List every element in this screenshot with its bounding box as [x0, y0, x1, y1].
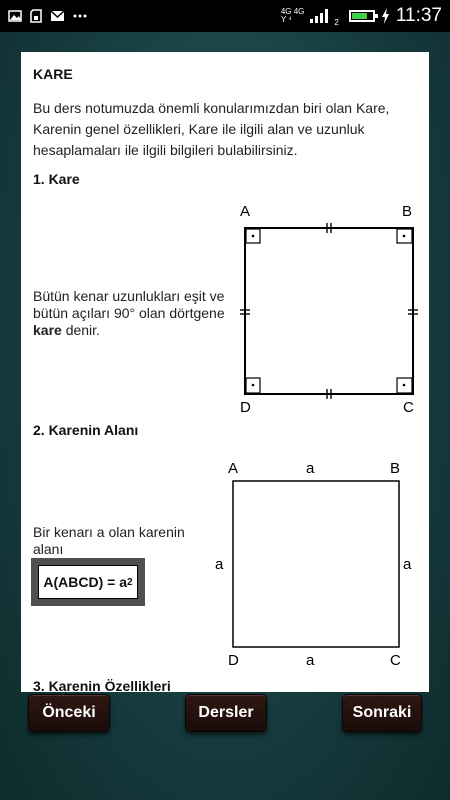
lesson-intro: Bu ders notumuzda önemli konularımızdan biri olan Kare, Karenin genel özellikleri, Kare ile ilgili alan ve uzunluk hesaplamaları ile ilgili bilgileri bulabilirsiniz. [33, 100, 390, 158]
signal-icon [310, 9, 328, 23]
network-type-label: 4G 4G [280, 7, 305, 16]
vertex-label-a: A [240, 203, 251, 220]
area-vertex-c: C [390, 652, 401, 669]
area-description: Bir kenarı a olan karenin alanı [33, 524, 185, 557]
side-label-left: a [215, 556, 224, 573]
notification-icons [8, 9, 87, 23]
lesson-content[interactable] [21, 52, 429, 692]
square-definition [33, 288, 243, 339]
next-button[interactable]: Sonraki [342, 694, 422, 732]
navigation-bar [0, 692, 450, 742]
section-heading-properties: 3. Karenin Özellikleri [33, 678, 171, 692]
network-subtype-label: Y ⁴ [280, 15, 292, 24]
definition-end: denir. [61, 322, 100, 338]
vertex-label-b: B [402, 203, 413, 220]
vertex-label-c: C [403, 399, 414, 416]
lesson-title: KARE [33, 66, 73, 82]
previous-button[interactable]: Önceki [28, 694, 110, 732]
side-label-bottom: a [306, 652, 315, 669]
sd-card-icon [30, 9, 42, 23]
definition-term: kare [33, 322, 62, 338]
area-figure [211, 456, 416, 676]
mail-icon [50, 10, 65, 22]
status-bar [0, 0, 450, 32]
area-vertex-b: B [390, 460, 401, 477]
battery-level-fill [352, 13, 367, 19]
image-icon [8, 10, 22, 22]
section-heading-area: 2. Karenin Alanı [33, 422, 139, 438]
definition-text: Bütün kenar uzunlukları eşit ve bütün açıları 90° olan dörtgene [33, 288, 225, 321]
side-label-right: a [403, 556, 412, 573]
area-vertex-a: A [228, 460, 239, 477]
side-label-top: a [306, 460, 315, 477]
area-formula [38, 565, 138, 599]
battery-icon [349, 10, 375, 22]
section-heading-square: 1. Kare [33, 171, 80, 187]
charging-icon [381, 8, 390, 24]
area-vertex-d: D [228, 652, 239, 669]
square-figure [236, 202, 416, 417]
network-type-icon [281, 8, 305, 24]
formula-text: A(ABCD) = a [43, 574, 128, 590]
lessons-button[interactable]: Dersler [185, 694, 267, 732]
formula-exponent: 2 [127, 576, 133, 588]
sim-label: 2 [334, 18, 339, 27]
more-icon [73, 14, 87, 18]
vertex-label-d: D [240, 399, 251, 416]
area-formula-box [31, 558, 145, 606]
system-icons [281, 5, 442, 27]
clock: 11:37 [395, 5, 442, 26]
